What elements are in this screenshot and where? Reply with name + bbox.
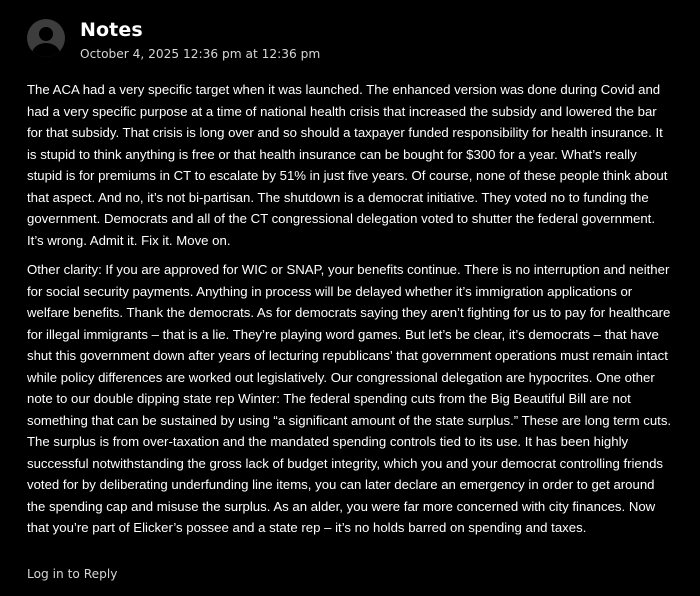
comment-header [27,17,320,63]
comment-meta [80,17,320,63]
avatar-head [39,27,53,41]
comment-body [27,79,675,547]
comment-date: October 4, 2025 12:36 pm at 12:36 pm [80,47,321,61]
comment-author: Notes [80,19,143,41]
comment-paragraph: The ACA had a very specific target when it was launched. The enhanced version was done during Covid and had a very specific purpose at a time of national health crisis that increased the subsidy and lowered the bar for that subsidy. That crisis is long over and so should a taxpayer funded responsibility for health insurance. It is stupid to think anything is free or that health insurance can be bought for $300 for a year. What’s really stupid is for premiums in CT to escalate by 51% in just five years. Of course, none of these people think about that aspect. And no, it’s not bi-partisan. The shutdown is a democrat initiative. They voted no to funding the government. Democrats and all of the CT congressional delegation voted to shutter the federal government. It’s wrong. Admit it. Fix it. Move on. [27,82,668,248]
avatar-user-silhouette-icon [27,19,65,57]
avatar-shoulders [32,43,60,57]
login-to-reply-link[interactable]: Log in to Reply [27,567,118,581]
comment-paragraph: Other clarity: If you are approved for WIC or SNAP, your benefits continue. There is no interruption and neither for social security payments. Anything in process will be delayed whether it’s immigration applications or welfare benefits. Thank the democrats. As for democrats saying they aren’t fighting for us to pay for healthcare for illegal immigrants – that is a lie. They’re playing word games. But let’s be clear, it’s democrats – that have shut this government down after years of lecturing republicans’ that government operations must remain intact while policy differences are worked out legislatively. Our congressional delegation are hypocrites. One other note to our double dipping state rep Winter: The federal spending cuts from the Big Beautiful Bill are not something that can be sustained by using “a significant amount of the state surplus.” These are long term cuts. The surplus is from over-taxation and the mandated spending controls tied to its use. It has been highly successful notwithstanding the gross lack of budget integrity, which you and your democrat controlling friends voted for by deliberating underfunding line items, you can later declare an emergency in order to get around the spending cap and misuse the surplus. As an alder, you were far more concerned with city finances. Now that you’re part of Elicker’s possee and a state rep – it’s no holds barred on spending and taxes. [27,262,672,535]
